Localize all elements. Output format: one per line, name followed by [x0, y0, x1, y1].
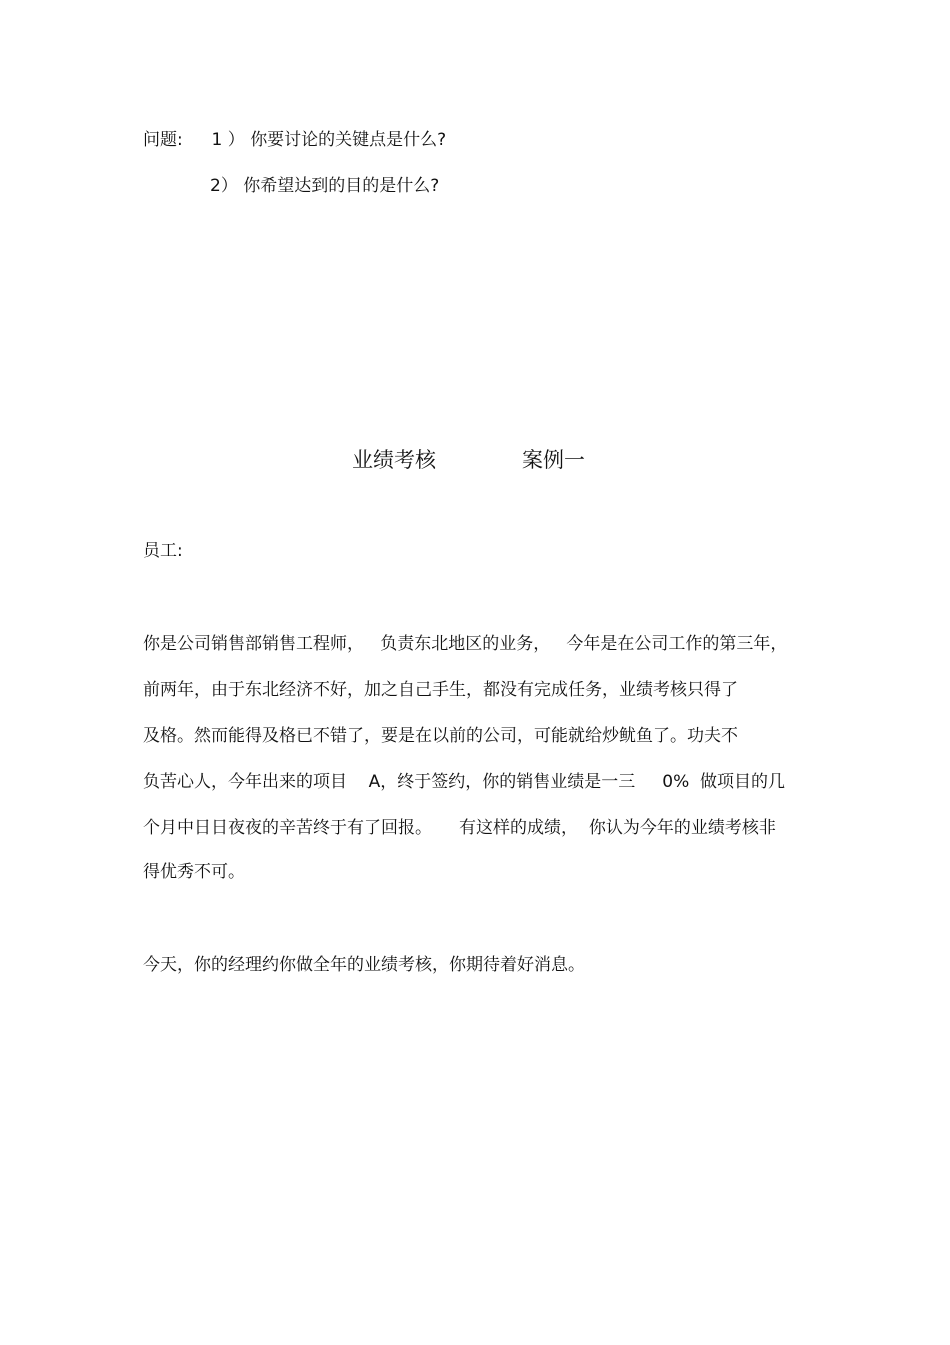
question-1-line [143, 129, 446, 151]
paragraph-1-line-5: 个月中日日夜夜的辛苦终于有了回报。 有这样的成绩， 你认为今年的业绩考核非 [143, 818, 776, 838]
role-label: 员工: [143, 541, 183, 561]
question-1-number: 1 ） [211, 130, 245, 150]
question-2-text: 你希望达到的目的是什么? [243, 176, 440, 196]
questions-label: 问题: [143, 130, 183, 150]
paragraph-1-line-1: 你是公司销售部销售工程师， 负责东北地区的业务， 今年是在公司工作的第三年， [143, 634, 788, 654]
question-2-line [210, 175, 439, 197]
case-title-part1: 业绩考核 [352, 448, 436, 472]
question-1-text: 你要讨论的关键点是什么? [250, 130, 447, 150]
paragraph-1-line-6: 得优秀不可。 [143, 862, 245, 882]
paragraph-1-line-4: 负苦心人，今年出来的项目 A，终于签约，你的销售业绩是一三 0% 做项目的几 [143, 772, 786, 792]
question-2-number: 2） [210, 176, 238, 196]
case-title-part2: 案例一 [522, 448, 585, 472]
paragraph-1-line-2: 前两年，由于东北经济不好，加之自己手生，都没有完成任务，业绩考核只得了 [143, 680, 738, 700]
paragraph-1-line-3: 及格。然而能得及格已不错了，要是在以前的公司，可能就给炒鱿鱼了。功夫不 [143, 726, 738, 746]
case-paragraph-2: 今天，你的经理约你做全年的业绩考核，你期待着好消息。 [143, 955, 585, 975]
